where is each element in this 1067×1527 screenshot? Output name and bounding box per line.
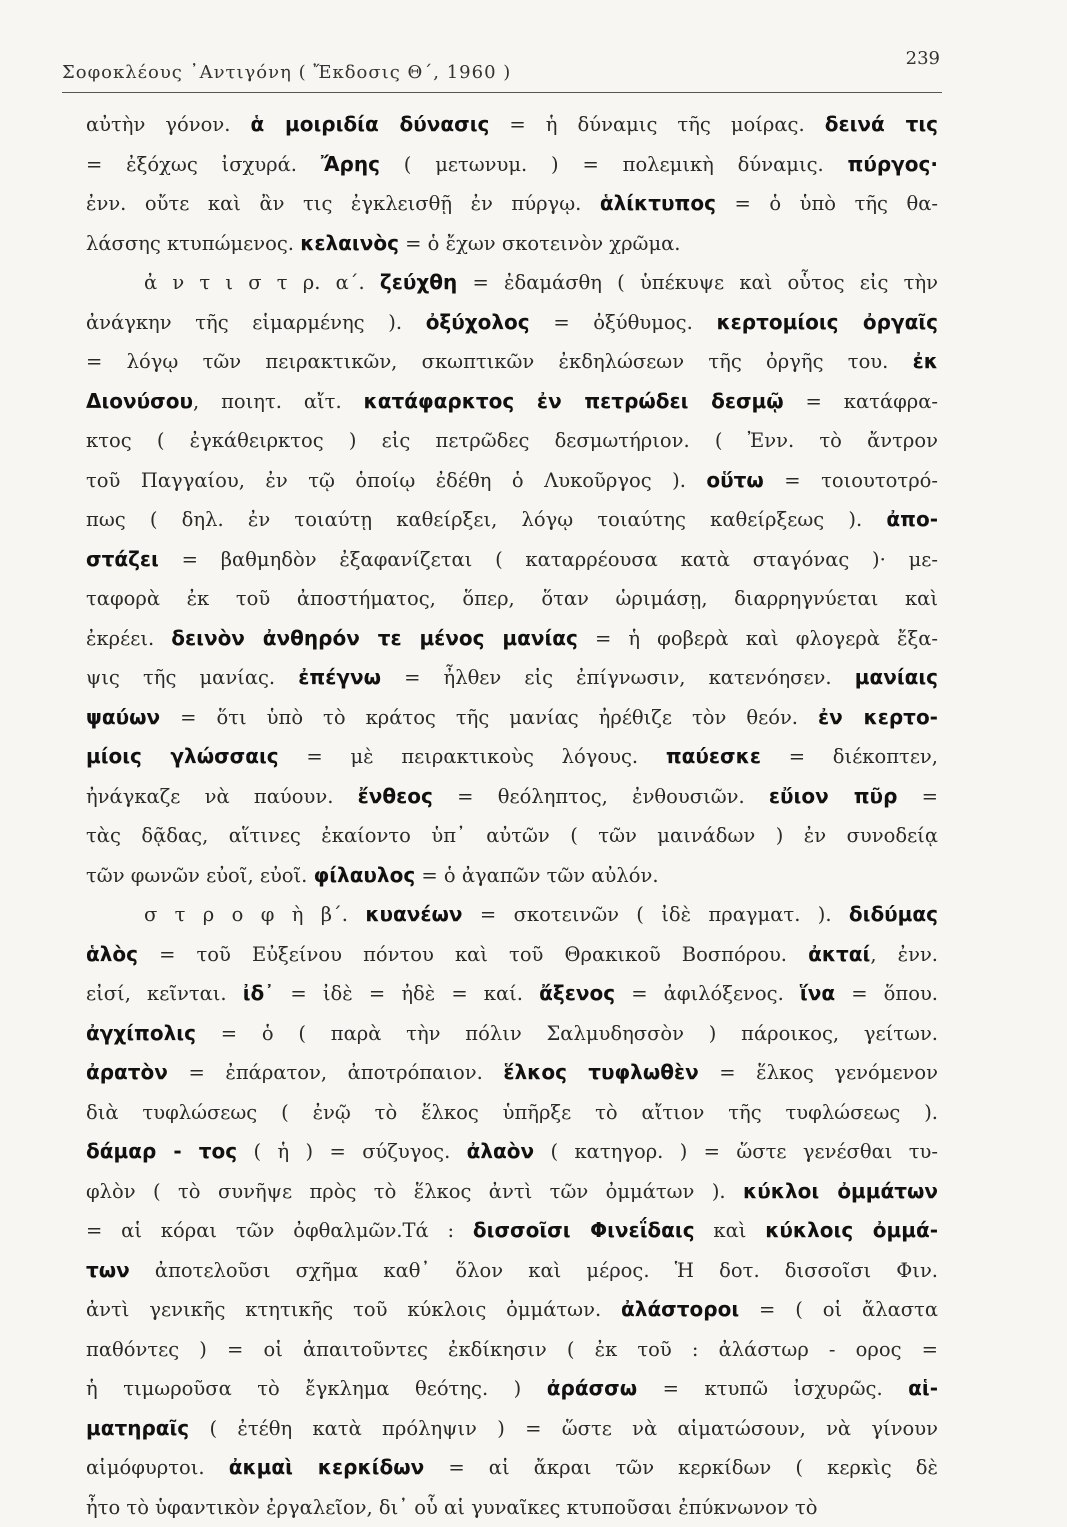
- gloss-text: σ τ ρ ο φ ὴ β΄.: [144, 903, 365, 926]
- gloss-text: ταφορὰ ἐκ τοῦ ἀποστήματος, ὅπερ, ὅταν ὡριμάσῃ, διαρρηγνύεται καὶ: [86, 587, 938, 610]
- lemma-term: κύκλοις ὀμμά-: [765, 1218, 938, 1242]
- running-title: Σοφοκλέους ᾿Αντιγόνη ( Ἔκδοσις Θ΄, 1960 ): [62, 62, 511, 83]
- text-line: [86, 500, 938, 540]
- lemma-term: ἀκμαὶ κερκίδων: [229, 1455, 425, 1479]
- header-rule: [62, 92, 942, 93]
- text-line: [86, 263, 938, 303]
- text-line: [86, 737, 938, 777]
- gloss-text: παθόντες ) = οἱ ἀπαιτοῦντες ἐκδίκησιν ( ἐκ τοῦ : ἀλάστωρ - ορος =: [86, 1338, 938, 1361]
- lemma-term: Διονύσου: [86, 389, 193, 413]
- commentary-text: [86, 105, 938, 1527]
- lemma-term: κερτομίοις ὀργαῖς: [716, 310, 938, 334]
- lemma-term: πύργος·: [848, 152, 938, 176]
- text-line: [86, 1488, 938, 1527]
- gloss-text: = ὀξύθυμος.: [530, 311, 717, 334]
- lemma-term: ἀκταί: [808, 942, 870, 966]
- gloss-text: = ἡ δύναμις τῆς μοίρας.: [489, 113, 824, 136]
- gloss-text: ἀνάγκην τῆς εἱμαρμένης ).: [86, 311, 426, 334]
- text-line: [86, 579, 938, 619]
- gloss-text: λάσσης κτυπώμενος.: [86, 232, 300, 255]
- lemma-term: ἕλκος τυφλωθὲν: [503, 1060, 698, 1084]
- text-line: [86, 1409, 938, 1449]
- lemma-term: δάμαρ - τος: [86, 1139, 237, 1163]
- gloss-text: = ὁ ( παρὰ τὴν πόλιν Σαλμυδησσὸν ) πάροικος, γείτων.: [196, 1022, 938, 1045]
- gloss-text: ψις τῆς μανίας.: [86, 666, 298, 689]
- text-line: [86, 421, 938, 461]
- lemma-term: ἰδ᾿: [243, 981, 275, 1005]
- text-line: [86, 935, 938, 975]
- gloss-text: = αἱ ἄκραι τῶν κερκίδων ( κερκὶς δὲ: [424, 1456, 938, 1479]
- gloss-text: τοῦ Παγγαίου, ἐν τῷ ὁποίῳ ἐδέθη ὁ Λυκοῦργος ).: [86, 469, 706, 492]
- gloss-text: =: [897, 785, 938, 808]
- gloss-text: = ὁ ἀγαπῶν τῶν αὐλόν.: [415, 864, 658, 887]
- lemma-term: μίοις γλώσσαις: [86, 744, 279, 768]
- text-line: [86, 777, 938, 817]
- running-header: [62, 40, 942, 96]
- gloss-text: = ὅτι ὑπὸ τὸ κράτος τῆς μανίας ἠρέθιζε τὸν θεόν.: [160, 706, 818, 729]
- gloss-text: = ἦλθεν εἰς ἐπίγνωσιν, κατενόησεν.: [381, 666, 855, 689]
- lemma-term: δεινά τις: [825, 112, 938, 136]
- lemma-term: ἔνθεος: [358, 784, 433, 808]
- gloss-text: = θεόληπτος, ἐνθουσιῶν.: [433, 785, 769, 808]
- lemma-term: Ἄρης: [321, 152, 380, 176]
- text-line: [86, 1053, 938, 1093]
- gloss-text: αἱμόφυρτοι.: [86, 1456, 229, 1479]
- gloss-text: = ἰδὲ = ἠδὲ = καί.: [274, 982, 539, 1005]
- gloss-text: ἀποτελοῦσι σχῆμα καθ᾿ ὅλον καὶ μέρος. Ἡ δοτ. δισσοῖσι Φιν.: [130, 1259, 938, 1282]
- gloss-text: ( μετωνυμ. ) = πολεμικὴ δύναμις.: [380, 153, 848, 176]
- text-line: [86, 461, 938, 501]
- lemma-term: ματηραῖς: [86, 1416, 189, 1440]
- text-line: [86, 1290, 938, 1330]
- lemma-term: ἀρατὸν: [86, 1060, 168, 1084]
- gloss-text: = ἕλκος γενόμενον: [699, 1061, 938, 1084]
- lemma-term: μανίαις: [855, 665, 938, 689]
- lemma-term: φίλαυλος: [314, 863, 416, 887]
- lemma-term: ἐν κερτο-: [818, 705, 938, 729]
- lemma-term: δεινὸν ἀνθηρόν τε μένος μανίας: [171, 626, 578, 650]
- text-line: [86, 145, 938, 185]
- lemma-term: ἀγχίπολις: [86, 1021, 196, 1045]
- gloss-text: = κτυπῶ ἰσχυρῶς.: [637, 1377, 908, 1400]
- lemma-term: ζεύχθη: [380, 270, 457, 294]
- gloss-text: = κατάφρα-: [784, 390, 938, 413]
- gloss-text: ἀ ν τ ι σ τ ρ. α΄.: [144, 271, 380, 294]
- text-line: [86, 303, 938, 343]
- lemma-term: διδύμας: [849, 902, 938, 926]
- text-line: [86, 1369, 938, 1409]
- gloss-text: = τοιουτοτρό-: [764, 469, 938, 492]
- text-line: [86, 974, 938, 1014]
- lemma-term: ἐπέγνω: [298, 665, 381, 689]
- gloss-text: ἦτο τὸ ὑφαντικὸν ἐργαλεῖον, δι᾿ οὗ αἱ γυναῖκες κτυποῦσαι ἐπύκνωνον τὸ: [86, 1496, 817, 1519]
- lemma-term: κελαινὸς: [300, 231, 399, 255]
- gloss-text: = μὲ πειρακτικοὺς λόγους.: [279, 745, 666, 768]
- lemma-term: ὀξύχολος: [426, 310, 530, 334]
- text-line: [86, 224, 938, 264]
- text-line: [86, 1014, 938, 1054]
- text-line: [86, 856, 938, 896]
- lemma-term: κατάφαρκτος ἐν πετρώδει δεσμῷ: [364, 389, 784, 413]
- lemma-term: ἀράσσω: [547, 1376, 637, 1400]
- lemma-term: οὕτω: [706, 468, 763, 492]
- lemma-term: ἀπο-: [886, 507, 938, 531]
- gloss-text: ( ἡ ) = σύζυγος.: [237, 1140, 466, 1163]
- lemma-term: παύεσκε: [666, 744, 761, 768]
- lemma-term: ἁλίκτυπος: [600, 191, 716, 215]
- gloss-text: = διέκοπτεν,: [761, 745, 938, 768]
- gloss-text: = βαθμηδὸν ἐξαφανίζεται ( καταρρέουσα κατὰ σταγόνας )· με-: [159, 548, 938, 571]
- lemma-term: των: [86, 1258, 130, 1282]
- lemma-term: αἱ-: [908, 1376, 938, 1400]
- lemma-term: κυανέων: [365, 902, 462, 926]
- gloss-text: ( ἐτέθη κατὰ πρόληψιν ) = ὥστε νὰ αἱματώσουν, νὰ γίνουν: [189, 1417, 938, 1440]
- text-line: [86, 816, 938, 856]
- text-line: [86, 1093, 938, 1133]
- gloss-text: τῶν φωνῶν εὐοῖ, εὐοῖ.: [86, 864, 314, 887]
- gloss-text: = σκοτεινῶν ( ἰδὲ πραγματ. ).: [463, 903, 849, 926]
- lemma-term: στάζει: [86, 547, 159, 571]
- gloss-text: φλὸν ( τὸ συνῆψε πρὸς τὸ ἕλκος ἀντὶ τῶν ὀμμάτων ).: [86, 1180, 743, 1203]
- text-line: [86, 1251, 938, 1291]
- gloss-text: ( κατηγορ. ) = ὥστε γενέσθαι τυ-: [534, 1140, 938, 1163]
- gloss-text: = ( οἱ ἄλαστα: [739, 1298, 938, 1321]
- lemma-term: ἁ μοιριδία δύνασις: [251, 112, 490, 136]
- text-line: [86, 658, 938, 698]
- text-line: [86, 1172, 938, 1212]
- gloss-text: , ἐνν.: [870, 943, 938, 966]
- lemma-term: κύκλοι ὀμμάτων: [743, 1179, 938, 1203]
- gloss-text: = ἀφιλόξενος.: [615, 982, 800, 1005]
- lemma-term: δισσοῖσι Φινεΐδαις: [473, 1218, 695, 1242]
- lemma-term: ἄξενος: [539, 981, 615, 1005]
- gloss-text: ἐνν. οὔτε καὶ ἂν τις ἐγκλεισθῇ ἐν πύργῳ.: [86, 192, 600, 215]
- gloss-text: καὶ: [695, 1219, 766, 1242]
- lemma-term: ἀλάστοροι: [621, 1297, 739, 1321]
- gloss-text: = λόγῳ τῶν πειρακτικῶν, σκωπτικῶν ἐκδηλώσεων τῆς ὀργῆς του.: [86, 350, 913, 373]
- text-line: [86, 342, 938, 382]
- lemma-term: ψαύων: [86, 705, 160, 729]
- text-line: [86, 1330, 938, 1370]
- gloss-text: = ἐδαμάσθη ( ὑπέκυψε καὶ οὗτος εἰς τὴν: [457, 271, 938, 294]
- gloss-text: ἡ τιμωροῦσα τὸ ἔγκλημα θεότης. ): [86, 1377, 547, 1400]
- text-line: [86, 105, 938, 145]
- text-line: [86, 1132, 938, 1172]
- text-line: [86, 184, 938, 224]
- gloss-text: ἐκρέει.: [86, 627, 171, 650]
- page-number: 239: [906, 48, 940, 69]
- lemma-term: ἀλαὸν: [467, 1139, 535, 1163]
- text-line: [86, 619, 938, 659]
- text-line: [86, 698, 938, 738]
- gloss-text: αὐτὴν γόνον.: [86, 113, 251, 136]
- lemma-term: ἁλὸς: [86, 942, 138, 966]
- text-line: [86, 1448, 938, 1488]
- gloss-text: ἠνάγκαζε νὰ παύουν.: [86, 785, 358, 808]
- gloss-text: τὰς δᾷδας, αἵτινες ἐκαίοντο ὑπ᾿ αὐτῶν ( τῶν μαινάδων ) ἐν συνοδείᾳ: [86, 824, 938, 847]
- text-line: [86, 382, 938, 422]
- gloss-text: = τοῦ Εὐξείνου πόντου καὶ τοῦ Θρακικοῦ Βοσπόρου.: [138, 943, 808, 966]
- text-line: [86, 1211, 938, 1251]
- gloss-text: διὰ τυφλώσεως ( ἐνῷ τὸ ἕλκος ὑπῆρξε τὸ αἴτιον τῆς τυφλώσεως ).: [86, 1101, 938, 1124]
- lemma-term: εὔιον πῦρ: [769, 784, 897, 808]
- gloss-text: , ποιητ. αἴτ.: [193, 390, 364, 413]
- gloss-text: πως ( δηλ. ἐν τοιαύτῃ καθείρξει, λόγῳ τοιαύτης καθείρξεως ).: [86, 508, 886, 531]
- lemma-term: ἵνα: [800, 981, 835, 1005]
- gloss-text: = ἐξόχως ἰσχυρά.: [86, 153, 321, 176]
- gloss-text: = ὁ ὑπὸ τῆς θα-: [716, 192, 938, 215]
- gloss-text: = ἡ φοβερὰ καὶ φλογερὰ ἔξα-: [578, 627, 938, 650]
- gloss-text: = αἱ κόραι τῶν ὀφθαλμῶν.Τά :: [86, 1219, 473, 1242]
- gloss-text: ἀντὶ γενικῆς κτητικῆς τοῦ κύκλοις ὀμμάτων.: [86, 1298, 621, 1321]
- gloss-text: κτος ( ἐγκάθειρκτος ) εἰς πετρῶδες δεσμωτήριον. ( Ἐνν. τὸ ἄντρον: [86, 429, 938, 452]
- gloss-text: = ἐπάρατον, ἀποτρόπαιον.: [168, 1061, 503, 1084]
- lemma-term: ἐκ: [913, 349, 938, 373]
- text-line: [86, 540, 938, 580]
- text-line: [86, 895, 938, 935]
- gloss-text: = ὁ ἔχων σκοτεινὸν χρῶμα.: [399, 232, 681, 255]
- gloss-text: εἰσί, κεῖνται.: [86, 982, 243, 1005]
- gloss-text: = ὅπου.: [835, 982, 938, 1005]
